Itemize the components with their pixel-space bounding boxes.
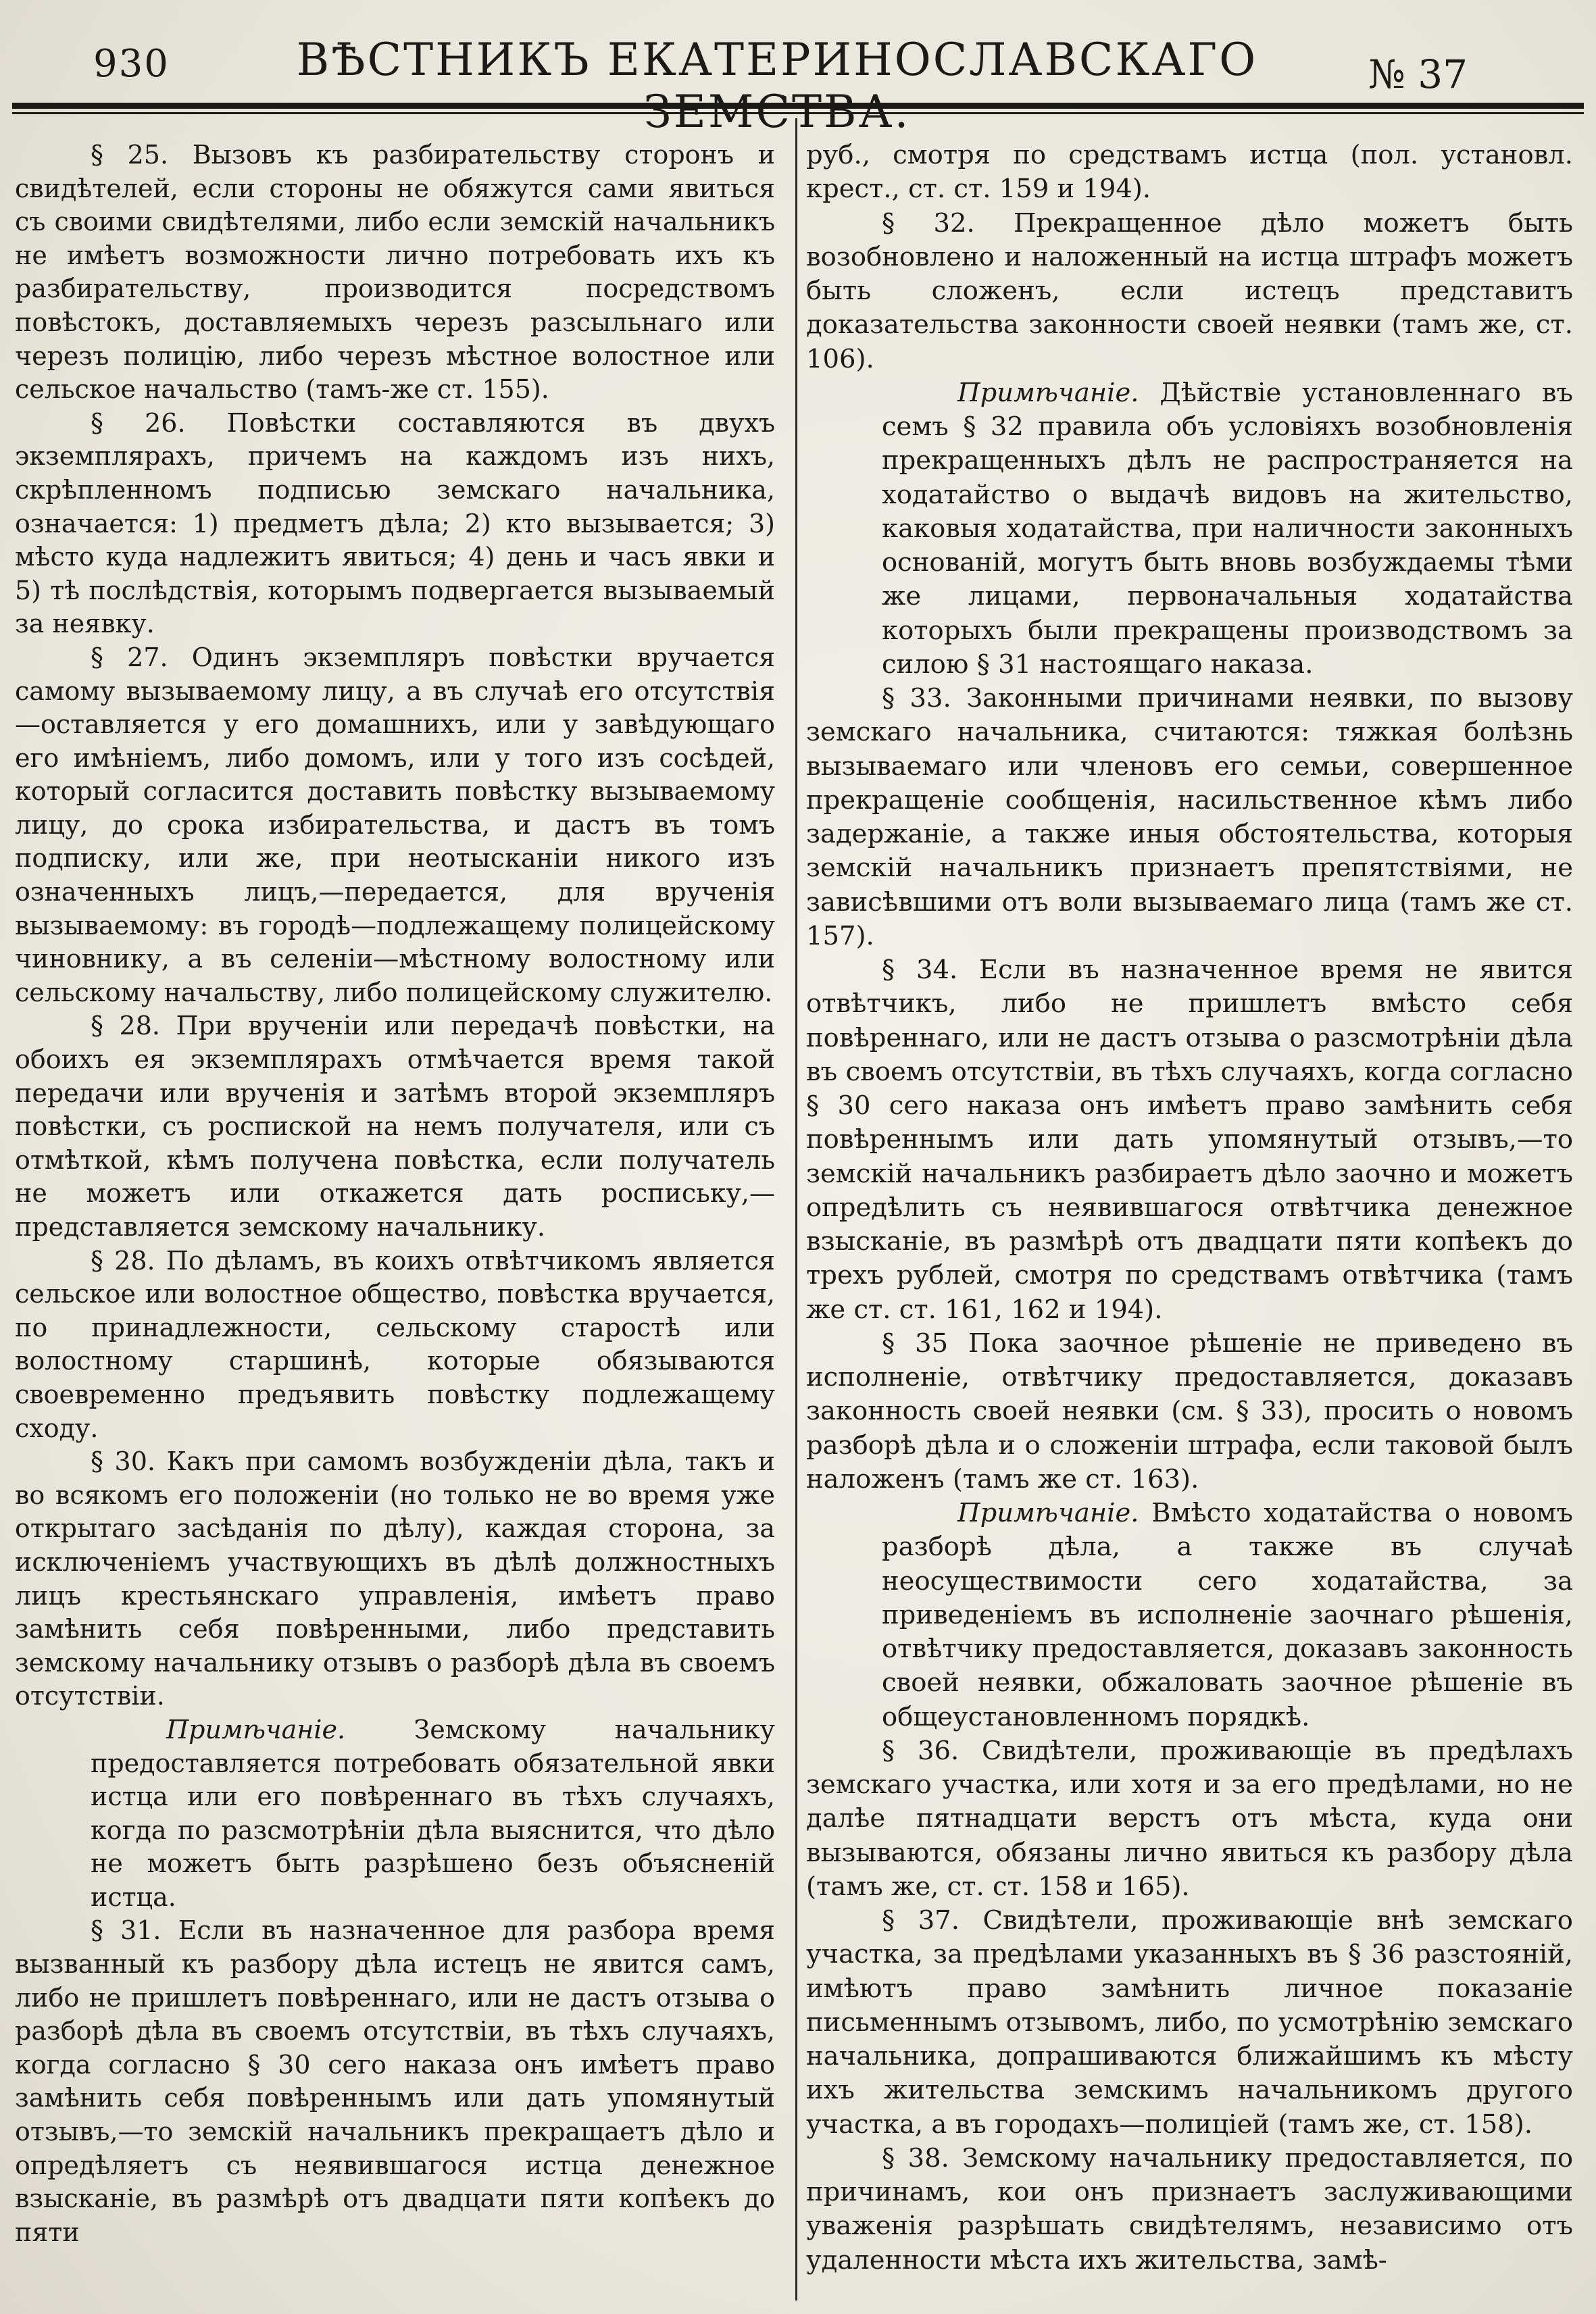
paragraph-35: § 35 Пока заочное рѣшеніе не приведено въ исполненіе, отвѣтчику предоставляется, доказавъ законность своей неявки (см. § 33), просить о новомъ разборѣ дѣла и о сложеніи штрафа, если таковой былъ наложенъ (тамъ же ст. 163). (806, 1328, 1573, 1494)
paragraph-32: § 32. Прекращенное дѣло можетъ быть возобновлено и наложенный на истца штрафъ можетъ быть сложенъ, если истецъ представитъ доказательства законности своей неявки (тамъ же, ст. 106). (806, 207, 1573, 374)
note-label: Примѣчаніе. (957, 377, 1139, 408)
header-rule-thick (12, 103, 1584, 109)
column-divider (795, 118, 797, 2300)
paragraph-27: § 27. Одинъ экземпляръ повѣстки вручается самому вызываемому лицу, а въ случаѣ его отсутствія—оставляется у его домашнихъ, или у завѣдующаго его имѣніемъ, либо домомъ, или у того изъ сосѣдей, который согласится доставить повѣстку вызываемому лицу, до срока избирательства, и дастъ въ томъ подписку, или же, при неотысканіи никого изъ означенныхъ лицъ,—передается, для врученія вызываемому: въ городѣ—подлежащему полицейскому чиновнику, а въ селеніи—мѣстному волостному или сельскому начальству, либо полицейскому служителю. (15, 642, 775, 1007)
note-30-text: Земскому начальнику предоставляется потребовать обязательной явки истца или его повѣреннаго въ тѣхъ случаяхъ, когда по разсмотрѣніи дѣла выяснится, что дѣло не можетъ быть разрѣшено безъ объясненій истца. (91, 1714, 775, 1912)
note-35-text: Вмѣсто ходатайства о новомъ разборѣ дѣла, а также въ случаѣ неосуществимости сего ходатайства, за приведеніемъ въ исполненіе заочнаго рѣшенія, отвѣтчику предоставляется, доказавъ законность своей неявки, обжаловать заочное рѣшеніе въ общеустановленномъ порядкѣ. (882, 1498, 1573, 1732)
paragraph-33: § 33. Законными причинами неявки, по вызову земскаго начальника, считаются: тяжкая болѣзнь вызываемаго или членовъ его семьи, совершенное прекращеніе сообщенія, насильственное кѣмъ либо задержаніе, а также иныя обстоятельства, которыя земскій начальникъ признаетъ препятствіями, не зависѣвшими отъ воли вызываемаго лица (тамъ же ст. 157). (806, 683, 1573, 951)
paragraph-38: § 38. Земскому начальнику предоставляется, по причинамъ, кои онъ признаетъ заслуживающими уваженія разрѣшать свидѣтелямъ, независимо отъ удаленности мѣста ихъ жительства, замѣ- (806, 2142, 1573, 2275)
note-30 (91, 1713, 775, 1915)
paragraph-36: § 36. Свидѣтели, проживающіе въ предѣлахъ земскаго участка, или хотя и за его предѣлами, но не далѣе пятнадцати верстъ отъ мѣста, куда они вызываются, обязаны лично явиться къ разбору дѣла (тамъ же, ст. ст. 158 и 165). (806, 1735, 1573, 1902)
note-32 (882, 376, 1573, 682)
page-header (0, 27, 1596, 101)
paragraph-31: § 31. Если въ назначенное для разбора время вызванный къ разбору дѣла истецъ не явится самъ, либо не пришлетъ повѣреннаго, или не дастъ отзыва о разборѣ дѣла въ своемъ отсутствіи, въ тѣхъ случаяхъ, когда согласно § 30 сего наказа онъ имѣетъ право замѣнить себя повѣреннымъ или дать упомянутый отзывъ,—то земскій начальникъ прекращаетъ дѣло и опредѣляетъ съ неявившагося истца денежное взысканіе, въ размѣрѣ отъ двадцати пяти копѣекъ до пяти (15, 1915, 775, 2247)
note-35 (882, 1496, 1573, 1734)
paragraph-26: § 26. Повѣстки составляются въ двухъ экземплярахъ, причемъ на каждомъ изъ нихъ, скрѣпленномъ подписью земскаго начальника, означается: 1) предметъ дѣла; 2) кто вызывается; 3) мѣсто куда надлежитъ явиться; 4) день и часъ явки и 5) тѣ послѣдствія, которымъ подвергается вызываемый за неявку. (15, 407, 775, 639)
journal-title: ВѢСТНИКЪ ЕКАТЕРИНОСЛАВСКАГО (296, 34, 1258, 86)
issue-number: № 37 (1368, 51, 1468, 97)
header-rule-thin (12, 112, 1584, 114)
note-label: Примѣчаніе. (166, 1714, 346, 1744)
paragraph-31-continued: руб., смотря по средствамъ истца (пол. установл. крест., ст. ст. 159 и 194). (806, 140, 1573, 205)
paragraph-37: § 37. Свидѣтели, проживающіе внѣ земскаго участка, за предѣлами указанныхъ въ § 36 разстояній, имѣютъ право замѣнить личное показаніе письменнымъ отзывомъ, либо, по усмотрѣнію земскаго начальника, допрашиваются ближайшимъ къ мѣсту ихъ жительства земскимъ начальникомъ другого участка, а въ городахъ—полиціей (тамъ же, ст. 158). (806, 1905, 1573, 2140)
paragraph-28b: § 28. По дѣламъ, въ коихъ отвѣтчикомъ является сельское или волостное общество, повѣстка вручается, по принадлежности, сельскому старостѣ или волостному старшинѣ, которые обязываются своевременно предъявить повѣстку подлежащему сходу. (15, 1245, 775, 1443)
paragraph-25: § 25. Вызовъ къ разбирательству сторонъ и свидѣтелей, если стороны не обяжутся сами явиться съ своими свидѣтелями, либо если земскій начальникъ не имѣетъ возможности лично потребовать ихъ къ разбирательству, производится посредствомъ повѣстокъ, доставляемыхъ черезъ разсыльнаго или черезъ полицію, либо черезъ мѣстное волостное или сельское начальство (тамъ-же ст. 155). (15, 140, 775, 405)
left-column (15, 139, 775, 2249)
paragraph-34: § 34. Если въ назначенное время не явится отвѣтчикъ, либо не пришлетъ вмѣсто себя повѣреннаго, или не дастъ отзыва о разсмотрѣніи дѣла въ своемъ отсутствіи, въ тѣхъ случаяхъ, когда согласно § 30 сего наказа онъ имѣетъ право замѣнить себя повѣреннымъ или дать упомянутый отзывъ,—то земскій начальникъ разбираетъ дѣло заочно и можетъ опредѣлить съ неявившагося отвѣтчика денежное взысканіе, въ размѣрѣ отъ двадцати пяти копѣекъ до трехъ рублей, смотря по средствамъ отвѣтчика (тамъ же ст. ст. 161, 162 и 194). (806, 955, 1573, 1325)
page-number: 930 (93, 42, 170, 86)
note-label: Примѣчаніе. (957, 1498, 1139, 1528)
note-32-text: Дѣйствіе установленнаго въ семъ § 32 правила объ условіяхъ возобновленія прекращенныхъ дѣлъ не распространяется на ходатайство о выдачѣ видовъ на жительство, каковыя ходатайства, при наличности законныхъ основаній, могутъ быть вновь возбуждаемы тѣми же лицами, первоначальныя ходатайства которыхъ были прекращены производствомъ за силою § 31 настоящаго наказа. (882, 377, 1573, 680)
right-column (806, 139, 1573, 2278)
paragraph-30: § 30. Какъ при самомъ возбужденіи дѣла, такъ и во всякомъ его положеніи (но только не во время уже открытаго засѣданія по дѣлу), каждая сторона, за исключеніемъ участвующихъ въ дѣлѣ должностныхъ лицъ крестьянскаго управленія, имѣетъ право замѣнить себя повѣренными, либо представить земскому начальнику отзывъ о разборѣ дѣла въ своемъ отсутствіи. (15, 1447, 775, 1711)
paragraph-28a: § 28. При врученіи или передачѣ повѣстки, на обоихъ ея экземплярахъ отмѣчается время такой передачи или врученія и затѣмъ второй экземпляръ повѣстки, съ роспиской на немъ получателя, или съ отмѣткой, кѣмъ получена повѣстка, если получатель не можетъ или откажется дать роспиську,—представляется земскому начальнику. (15, 1011, 775, 1242)
